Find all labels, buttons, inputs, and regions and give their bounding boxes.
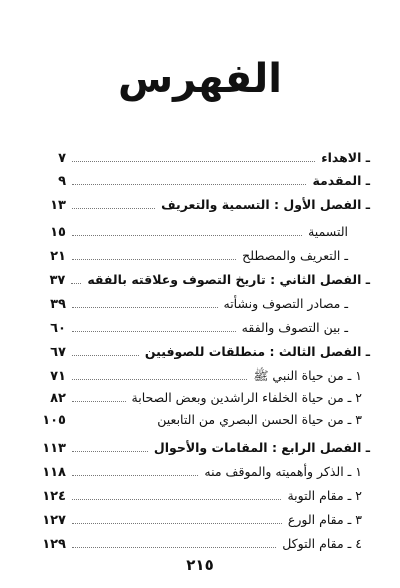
toc-entry-title: ١ ـ الذكر وأهميته والموقف منه xyxy=(204,464,362,479)
toc-entry xyxy=(30,197,370,219)
toc-entry-title: ١ ـ من حياة النبي ﷺ xyxy=(253,368,362,383)
toc-entry-title: ـ الفصل الثالث : منطلقات للصوفيين xyxy=(144,344,370,359)
toc-entry xyxy=(30,488,370,510)
toc-entry xyxy=(30,440,370,462)
toc-page-number: ٧١ xyxy=(50,369,66,384)
dot-leader xyxy=(72,379,247,380)
toc-entry xyxy=(30,412,370,434)
toc-entry xyxy=(30,368,370,390)
dot-leader xyxy=(72,401,126,402)
toc-entry xyxy=(30,536,370,558)
page-title: الفهرس xyxy=(117,56,282,102)
dot-leader xyxy=(72,523,282,524)
dot-leader xyxy=(72,451,148,452)
toc-entry-title: ٤ ـ مقام التوكل xyxy=(282,536,362,551)
toc-entry-title: ٣ ـ مقام الورع xyxy=(287,512,362,527)
dot-leader xyxy=(72,184,306,185)
toc-entry-title: ـ الاهداء xyxy=(321,150,370,165)
toc-entry xyxy=(30,390,370,412)
dot-leader xyxy=(72,235,302,236)
toc-entry xyxy=(30,512,370,534)
page-number-footer: ٢١٥ xyxy=(186,556,214,574)
toc-entry-title: ٣ ـ من حياة الحسن البصري من التابعين xyxy=(157,412,362,427)
dot-leader xyxy=(72,331,236,332)
toc-page-number: ٧ xyxy=(58,151,66,166)
toc-page-number: ١٠٥ xyxy=(42,413,66,428)
toc-entry-title: ـ بين التصوف والفقه xyxy=(241,320,348,335)
toc-entry xyxy=(30,296,370,318)
toc-page-number: ٩ xyxy=(58,174,66,189)
toc-entry xyxy=(30,272,370,294)
toc-entry xyxy=(30,320,370,342)
toc-entry xyxy=(30,248,370,270)
toc-page-number: ٢١ xyxy=(50,249,66,264)
toc-entry xyxy=(30,150,370,172)
dot-leader xyxy=(72,208,155,209)
toc-page-number: ٦٠ xyxy=(50,321,66,336)
dot-leader xyxy=(72,547,276,548)
toc-page-number: ٣٧ xyxy=(49,273,66,288)
toc-page-number: ١١٨ xyxy=(42,465,66,480)
toc-page-number: ١٥ xyxy=(50,225,66,240)
toc-page-number: ٣٩ xyxy=(50,297,66,312)
toc-entry-title: ٢ ـ مقام التوبة xyxy=(287,488,362,503)
dot-leader xyxy=(72,499,281,500)
toc-page-number: ١٢٧ xyxy=(42,513,66,528)
toc-page-number: ١٣ xyxy=(50,198,66,213)
toc-entry-title: ٢ ـ من حياة الخلفاء الراشدين وبعض الصحابة xyxy=(131,390,362,405)
toc-page-number: ١٢٤ xyxy=(42,489,66,504)
dot-leader xyxy=(71,283,81,284)
toc-page-number: ٦٧ xyxy=(50,345,66,360)
toc-entry-title: التسمية xyxy=(308,224,348,239)
toc-entry-title: ـ مصادر التصوف ونشأته xyxy=(223,296,348,311)
toc-entry-title: ـ الفصل الرابع : المقامات والأحوال xyxy=(153,440,370,455)
toc-entry xyxy=(30,224,370,246)
dot-leader xyxy=(72,259,236,260)
toc-entry-title: ـ المقدمة xyxy=(312,173,370,188)
dot-leader xyxy=(72,307,218,308)
dot-leader xyxy=(72,161,315,162)
toc-entry xyxy=(30,173,370,195)
toc-page-number: ٨٢ xyxy=(50,391,66,406)
toc-entry-title: ـ التعريف والمصطلح xyxy=(242,248,348,263)
toc-page-number: ١٢٩ xyxy=(42,537,66,552)
toc-entry-title: ـ الفصل الثاني : تاريخ التصوف وعلاقته بالفقه xyxy=(87,272,370,287)
dot-leader xyxy=(72,475,198,476)
toc-page-number: ١١٣ xyxy=(42,441,66,456)
toc-entry xyxy=(30,344,370,366)
toc-entry-title: ـ الفصل الأول : التسمية والتعريف xyxy=(161,197,370,212)
dot-leader xyxy=(72,355,139,356)
toc-entry xyxy=(30,464,370,486)
